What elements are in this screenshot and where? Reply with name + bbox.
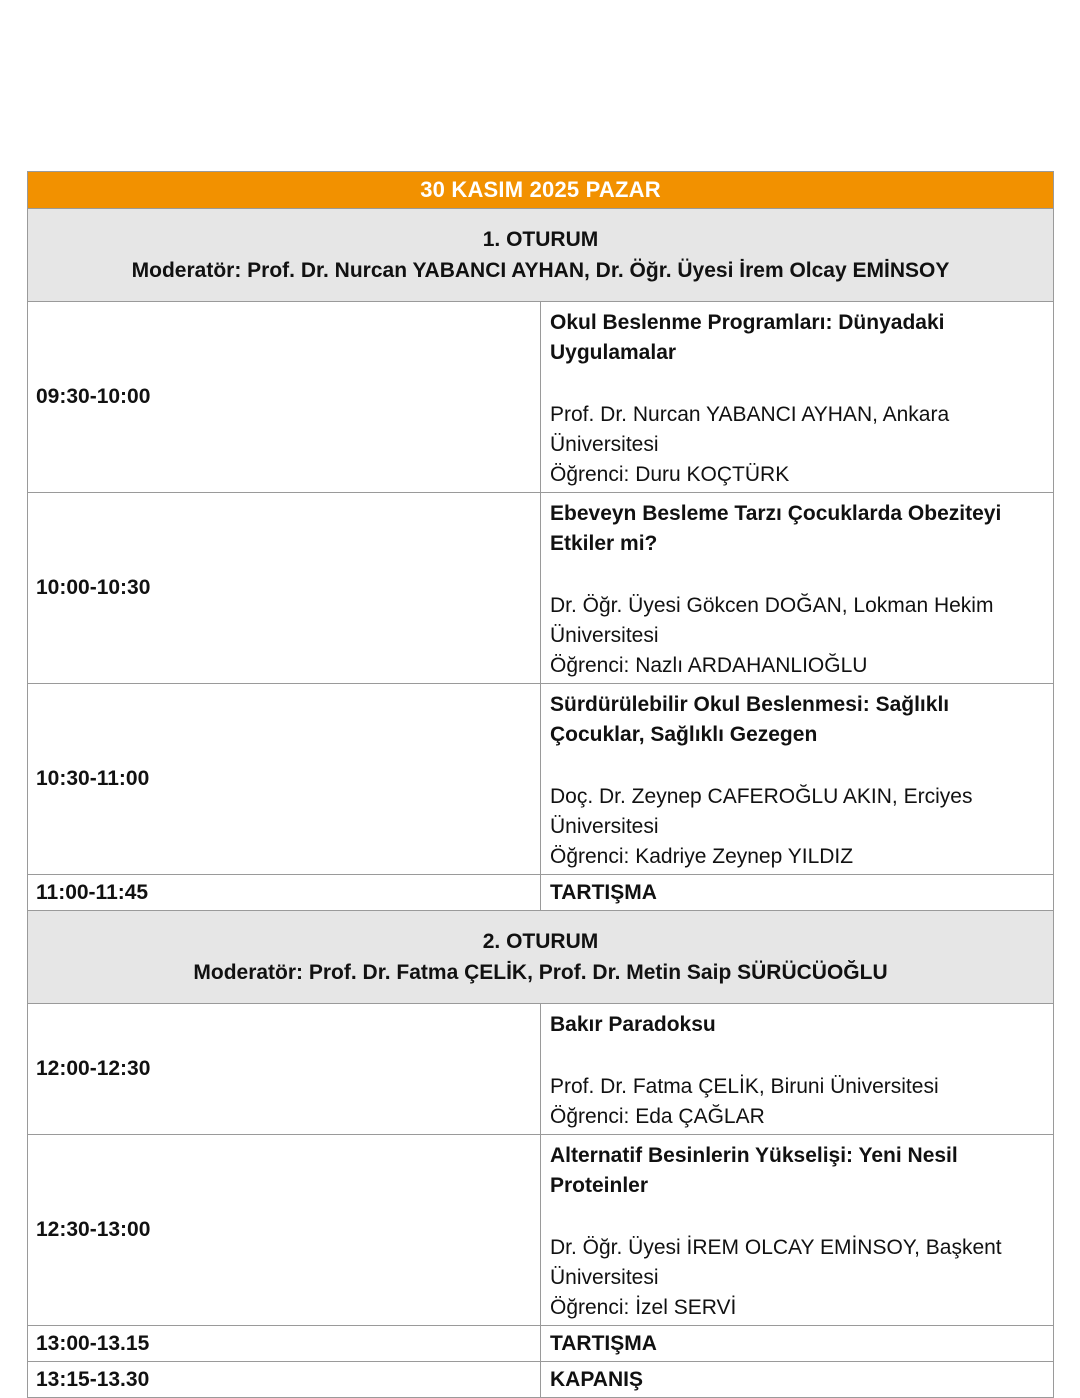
discussion-label: TARTIŞMA	[541, 875, 1054, 911]
discussion-label: TARTIŞMA	[541, 1326, 1054, 1362]
session-header	[28, 911, 1054, 1004]
talk-time: 12:00-12:30	[28, 1004, 541, 1135]
talk-student: Öğrenci: Duru KOÇTÜRK	[550, 463, 790, 486]
day-header: 30 KASIM 2025 PAZAR	[28, 172, 1054, 209]
discussion-time: 11:00-11:45	[28, 875, 541, 911]
talk-time: 12:30-13:00	[28, 1135, 541, 1326]
talk-row	[28, 1004, 1054, 1135]
talk-time: 10:30-11:00	[28, 684, 541, 875]
talk-title: Ebeveyn Besleme Tarzı Çocuklarda Obeziteyi Etkiler mi?	[550, 502, 1002, 555]
talk-student: Öğrenci: Eda ÇAĞLAR	[550, 1105, 765, 1128]
session-title: 2. OTURUM	[482, 930, 599, 953]
talk-row	[28, 493, 1054, 684]
talk-title: Sürdürülebilir Okul Beslenmesi: Sağlıklı Çocuklar, Sağlıklı Gezegen	[550, 693, 950, 746]
session-moderator: Moderatör: Prof. Dr. Nurcan YABANCI AYHAN, Dr. Öğr. Üyesi İrem Olcay EMİNSOY	[131, 259, 950, 282]
talk-row	[28, 302, 1054, 493]
talk-details	[541, 1135, 1054, 1326]
talk-time: 10:00-10:30	[28, 493, 541, 684]
talk-time: 09:30-10:00	[28, 302, 541, 493]
discussion-time: 13:00-13.15	[28, 1326, 541, 1362]
talk-speaker: Prof. Dr. Nurcan YABANCI AYHAN, Ankara Üniversitesi	[550, 403, 950, 456]
talk-speaker: Dr. Öğr. Üyesi Gökcen DOĞAN, Lokman Hekim Üniversitesi	[550, 594, 994, 647]
session-header	[28, 209, 1054, 302]
talk-speaker: Doç. Dr. Zeynep CAFEROĞLU AKIN, Erciyes Üniversitesi	[550, 785, 973, 838]
session-header-row	[28, 911, 1054, 1004]
talk-details	[541, 684, 1054, 875]
closing-row	[28, 1362, 1054, 1398]
talk-details	[541, 302, 1054, 493]
talk-details	[541, 1004, 1054, 1135]
session-moderator: Moderatör: Prof. Dr. Fatma ÇELİK, Prof. Dr. Metin Saip SÜRÜCÜOĞLU	[193, 961, 888, 984]
program-table	[27, 171, 1054, 1398]
talk-title: Alternatif Besinlerin Yükselişi: Yeni Nesil Proteinler	[550, 1144, 958, 1197]
talk-student: Öğrenci: Kadriye Zeynep YILDIZ	[550, 845, 854, 868]
talk-student: Öğrenci: İzel SERVİ	[550, 1296, 737, 1319]
day-header-row	[28, 172, 1054, 209]
session-header-row	[28, 209, 1054, 302]
talk-title: Okul Beslenme Programları: Dünyadaki Uygulamalar	[550, 311, 945, 364]
discussion-row	[28, 875, 1054, 911]
discussion-row	[28, 1326, 1054, 1362]
closing-time: 13:15-13.30	[28, 1362, 541, 1398]
talk-speaker: Dr. Öğr. Üyesi İREM OLCAY EMİNSOY, Başkent Üniversitesi	[550, 1236, 1002, 1289]
talk-title: Bakır Paradoksu	[550, 1013, 716, 1036]
session-title: 1. OTURUM	[482, 228, 599, 251]
talk-student: Öğrenci: Nazlı ARDAHANLIOĞLU	[550, 654, 868, 677]
talk-row	[28, 684, 1054, 875]
closing-label: KAPANIŞ	[541, 1362, 1054, 1398]
talk-row	[28, 1135, 1054, 1326]
talk-details	[541, 493, 1054, 684]
talk-speaker: Prof. Dr. Fatma ÇELİK, Biruni Üniversitesi	[550, 1075, 939, 1098]
